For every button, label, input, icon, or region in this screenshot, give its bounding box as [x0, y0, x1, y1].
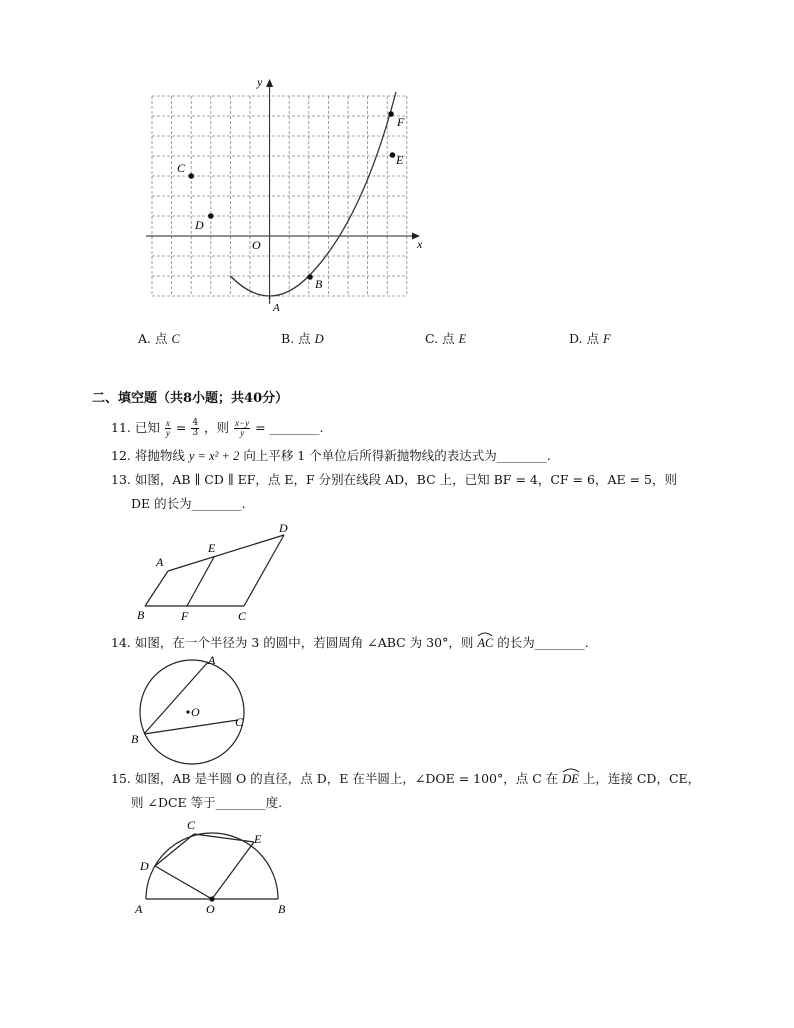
- q14-number: 14.: [111, 635, 131, 650]
- q12-post: 向上平移 1 个单位后所得新抛物线的表达式为________.: [243, 448, 551, 463]
- q15-line1-a: 如图，AB 是半圆 O 的直径，点 D，E 在半圆上，∠DOE = 100°，点 C 在: [134, 771, 563, 786]
- q11-equals: =: [175, 420, 187, 435]
- x-axis-label: x: [417, 237, 423, 251]
- option-a-letter: A.: [138, 331, 152, 346]
- question-12: [111, 448, 551, 464]
- q12-expression: y = x² + 2: [188, 449, 240, 463]
- q13-parallel-lines-figure: [132, 518, 302, 628]
- point-e-dot: [390, 152, 396, 158]
- point-f-dot: [388, 111, 394, 117]
- q15-segment-od: [155, 866, 212, 899]
- q13-label-d: D: [279, 521, 288, 535]
- question-14: [111, 635, 589, 651]
- option-a-text: 点: [155, 331, 168, 346]
- origin-label: O: [252, 238, 261, 252]
- q15-line1-b: 上，连接 CD，CE，: [578, 771, 701, 786]
- point-b-label: B: [315, 277, 323, 291]
- point-f-label: F: [397, 115, 405, 129]
- option-c-var: E: [458, 332, 467, 346]
- point-c-label: C: [177, 161, 186, 175]
- option-b-letter: B.: [281, 331, 295, 346]
- q12-pre: 将抛物线: [134, 448, 185, 463]
- q11-tail: = ________.: [255, 420, 324, 435]
- q15-segment-oe: [212, 842, 254, 899]
- q13-label-b: B: [137, 608, 145, 622]
- q14-label-o: O: [191, 705, 200, 719]
- q14-line1-tail: 的长为________.: [493, 635, 589, 650]
- q14-label-a: A: [208, 653, 216, 667]
- section-heading: 二、填空题（共8小题；共40分）: [92, 391, 289, 406]
- q15-label-b: B: [278, 902, 286, 916]
- q11-number: 11.: [111, 420, 131, 435]
- option-d[interactable]: [569, 331, 611, 347]
- option-a-var: C: [171, 332, 180, 346]
- option-c-text: 点: [442, 331, 455, 346]
- q12-number: 12.: [111, 448, 131, 463]
- q14-label-b: B: [131, 732, 139, 746]
- point-e-label: E: [396, 153, 404, 167]
- point-a-dot: [269, 297, 271, 299]
- q13-label-e: E: [208, 541, 216, 555]
- q15-segment-dc: [155, 834, 194, 866]
- q13-line2: DE 的长为________.: [131, 496, 246, 511]
- point-a-label: A: [273, 302, 280, 314]
- option-b-text: 点: [298, 331, 311, 346]
- point-b-dot: [307, 274, 313, 280]
- q14-line1: 如图，在一个半径为 3 的圆中，若圆周角 ∠ABC 为 30°，则: [134, 635, 478, 650]
- q14-chord-bc: [144, 720, 238, 734]
- q14-chord-ba: [144, 662, 208, 734]
- point-d-label: D: [195, 218, 204, 232]
- q13-label-f: F: [181, 609, 189, 623]
- q15-segment-ce: [194, 834, 254, 842]
- q15-label-a: A: [135, 902, 143, 916]
- y-axis-arrow: [266, 79, 273, 87]
- option-c-letter: C.: [425, 331, 439, 346]
- question-15: [111, 771, 700, 787]
- q11-fraction-x-y: $\frac{x}{y}$: [165, 418, 170, 438]
- option-d-var: F: [603, 332, 611, 346]
- parabola-curve: [230, 92, 396, 296]
- q11-pre: 已知: [134, 420, 160, 435]
- q15-label-o: O: [206, 902, 215, 916]
- option-c[interactable]: [425, 331, 466, 347]
- q13-number: 13.: [111, 472, 131, 487]
- q15-line2: 则 ∠DCE 等于________度.: [131, 795, 283, 810]
- q15-label-c: C: [187, 818, 196, 832]
- q14-center-dot: [186, 710, 189, 713]
- q15-center-dot: [209, 896, 214, 901]
- q13-segment-ab: [145, 571, 168, 606]
- grid-lines: [152, 96, 407, 296]
- q11-fraction-xmy-y: $\frac{x-y}{y}$: [235, 418, 250, 438]
- q15-arc-de: DE: [562, 771, 579, 787]
- point-d-dot: [208, 213, 214, 219]
- q15-semicircle-figure: [132, 815, 302, 917]
- q11-mid: ，则: [204, 420, 230, 435]
- question-11: [111, 416, 324, 440]
- q15-label-e: E: [254, 832, 262, 846]
- q14-label-c: C: [235, 715, 244, 729]
- q15-label-d: D: [140, 859, 149, 873]
- question-13: [111, 472, 677, 488]
- option-d-letter: D.: [569, 331, 583, 346]
- q13-line1: 如图，AB ∥ CD ∥ EF，点 E，F 分别在线段 AD，BC 上，已知 BF = 4，CF = 6，AE = 5，则: [134, 472, 677, 487]
- q15-number: 15.: [111, 771, 131, 786]
- parabola-grid-figure: [140, 70, 430, 320]
- q13-label-c: C: [238, 609, 247, 623]
- option-b-var: D: [314, 332, 324, 346]
- option-b[interactable]: [281, 331, 324, 347]
- q14-arc-ac: AC: [477, 635, 493, 651]
- q14-circle-figure: [128, 652, 258, 767]
- point-c-dot: [188, 173, 194, 179]
- q11-fraction-4-3: $\frac{4}{3}$: [192, 418, 199, 438]
- y-axis-label: y: [257, 75, 263, 89]
- option-d-text: 点: [586, 331, 600, 346]
- option-a[interactable]: [138, 331, 180, 347]
- q13-label-a: A: [156, 555, 164, 569]
